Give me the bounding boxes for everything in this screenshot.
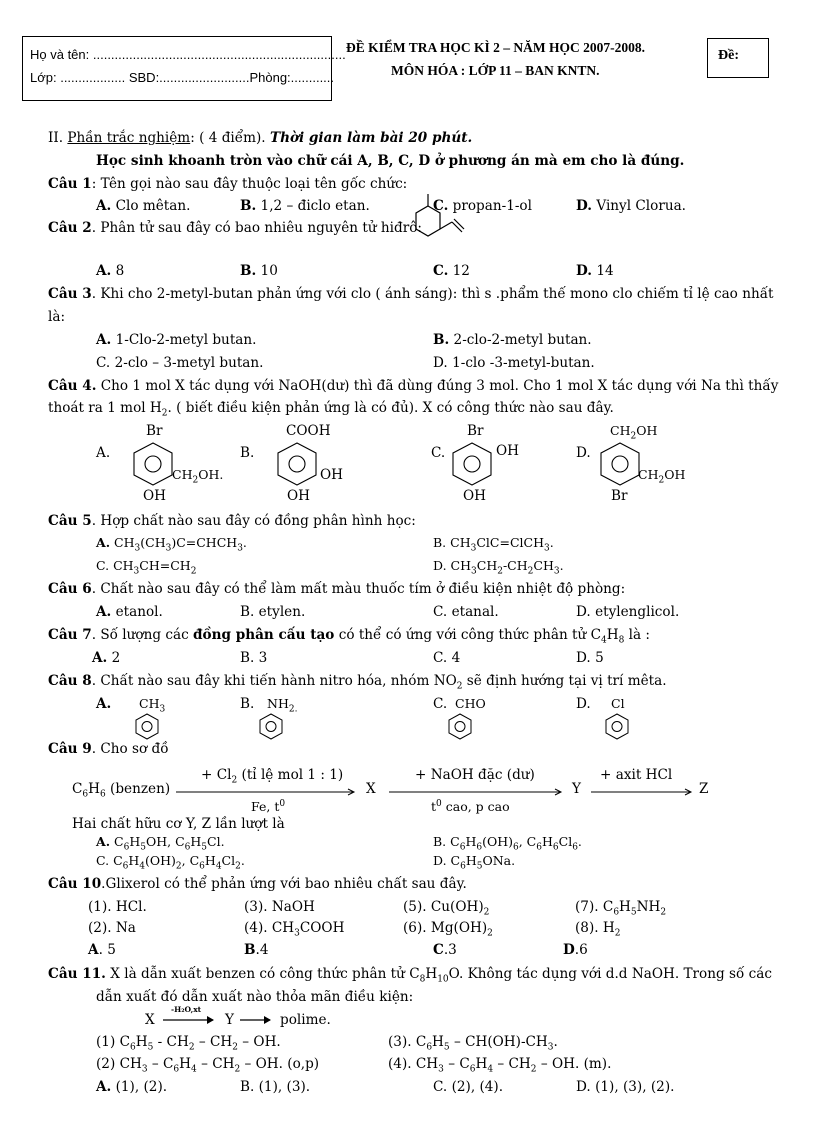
q8-option-b-benzene-ring: [258, 713, 284, 741]
q11-stem-cont: dẫn xuất đó dẫn xuất nào thỏa mãn điều kiện:: [96, 989, 414, 1005]
student-info-box: [22, 36, 335, 101]
q10-option-c[interactable]: C.3: [433, 942, 457, 958]
q6-stem: [48, 581, 625, 597]
q6-text: . Chất nào sau đây có thể làm mất màu thuốc tím ở điều kiện nhiệt độ phòng:: [91, 581, 626, 597]
q7-label: Câu 7: [48, 627, 92, 643]
q1-option-d[interactable]: D. Vinyl Clorua.: [576, 198, 687, 214]
q4-option-d-bottom: Br: [611, 488, 628, 504]
q10-item-6: (6). $Mg(OH)_2$: [403, 920, 493, 939]
q11-stem: Câu 11. X là dẫn xuất benzen có công thức phân tử $C_8H_{10}O$. Không tác dụng với d.d NaOH. Trong số các: [48, 966, 772, 985]
q4-option-d-side: $CH_2OH$: [638, 467, 686, 486]
q6-option-c[interactable]: C. etanal.: [433, 604, 499, 620]
q8-option-a-benzene-ring: [134, 713, 160, 741]
q10-label: Câu 10: [48, 876, 102, 892]
student-name-field[interactable]: Họ và tên: ......................................................................: [30, 47, 346, 62]
q2-option-b[interactable]: B. 10: [240, 263, 278, 279]
q10-item-7: (7). $C_6H_5NH_2$: [575, 899, 667, 918]
q4-label: Câu 4.: [48, 378, 97, 394]
q4-option-b-bottom: OH: [287, 488, 310, 504]
q9-arrow2: [389, 788, 565, 796]
q7-option-a[interactable]: A. 2: [92, 650, 121, 666]
q7-option-b[interactable]: B. 3: [240, 650, 268, 666]
q9-arrow1: [176, 788, 358, 796]
q10-item-2: (2). Na: [88, 920, 136, 936]
q9-option-d[interactable]: D. $C_6H_5ONa$.: [433, 853, 516, 872]
q11-option-c[interactable]: C. (2), (4).: [433, 1079, 504, 1095]
exam-subject: MÔN HÓA : LỚP 11 – BAN KNTN.: [391, 63, 600, 78]
q4-text: Cho 1 mol X tác dụng với NaOH(dư) thì đã dùng đúng 3 mol. Cho 1 mol X tác dụng với Na thì thấy: [96, 378, 779, 394]
q11-label: Câu 11.: [48, 966, 106, 982]
q6-option-a[interactable]: A. etanol.: [96, 604, 163, 620]
q2-stem: [48, 220, 422, 236]
q11-item-3: (3). $C_6H_5 - CH(OH)-CH_3$.: [388, 1034, 558, 1053]
q5-label: Câu 5: [48, 513, 92, 529]
q9-arrow2-top: + NaOH đặc (dư): [415, 767, 535, 783]
q4-option-b-benzene-ring: [275, 441, 319, 487]
q5-option-d[interactable]: D. $CH_3CH_2-CH_2CH_3$.: [433, 558, 564, 577]
q8-option-d-benzene-ring: [604, 713, 630, 741]
q11-item-4: (4). $CH_3 - C_6H_4 - CH_2$ – OH. (m).: [388, 1056, 612, 1075]
q1-label: Câu 1: [48, 176, 92, 192]
q4-option-d-top: $CH_2OH$: [610, 423, 658, 442]
student-class-field[interactable]: Lớp: .................. SBD:.........................Phòng:............: [30, 70, 335, 85]
q3-text: . Khi cho 2-metyl-butan phản ứng với clo ( ánh sáng): thì s .phẩm thế mono clo chiếm tỉ lệ cao nhất: [91, 286, 774, 302]
exam-title: ĐỀ KIỂM TRA HỌC KÌ 2 – NĂM HỌC 2007-2008.: [346, 40, 646, 55]
q6-option-d[interactable]: D. etylenglicol.: [576, 604, 680, 620]
section-instruction: Học sinh khoanh tròn vào chữ cái A, B, C, D ở phương án mà em cho là đúng.: [96, 153, 685, 169]
q1-text: : Tên gọi nào sau đây thuộc loại tên gốc chức:: [91, 176, 408, 192]
q8-option-b-sub: $NH_{2.}$: [267, 696, 298, 715]
q8-option-a-sub: $CH_3$: [139, 696, 166, 715]
q10-text: .Glixerol có thể phản ứng với bao nhiêu chất sau đây.: [101, 876, 467, 892]
q9-x: X: [366, 781, 376, 797]
q4-option-a-bottom: OH: [143, 488, 166, 504]
q3-option-c[interactable]: C. 2-clo – 3-metyl butan.: [96, 355, 264, 371]
exam-code-label: Đề:: [718, 48, 739, 63]
q11-scheme-x: X: [145, 1012, 155, 1028]
q7-option-d[interactable]: D. 5: [576, 650, 604, 666]
q7-stem: Câu 7. Số lượng các đồng phân cấu tạo có thể có ứng với công thức phân tử $C_4H_8$ là :: [48, 627, 650, 646]
q9-y: Y: [572, 781, 581, 797]
q8-option-b[interactable]: B.: [240, 696, 255, 712]
section-title: Phần trắc nghiệm: [67, 130, 191, 146]
q4-option-c-side: OH: [496, 443, 519, 459]
q10-stem: [48, 876, 467, 892]
q11-option-a[interactable]: A. (1), (2).: [96, 1079, 168, 1095]
q4-option-c-letter[interactable]: C.: [431, 445, 446, 461]
q9-arrow2-bottom: $t^0$ cao, p cao: [431, 799, 510, 815]
q4-option-a-side: $CH_2OH$.: [172, 467, 224, 486]
q5-option-b[interactable]: B. $CH_3ClC=ClCH_3$.: [433, 535, 554, 554]
q4-option-d-benzene-ring: [598, 441, 642, 487]
q8-option-d-sub: Cl: [611, 696, 625, 711]
q1-option-c[interactable]: C. propan-1-ol: [433, 198, 532, 214]
section-heading: [48, 130, 472, 146]
q4-option-b-letter[interactable]: B.: [240, 445, 255, 461]
q9-stem: [48, 741, 169, 757]
q10-item-4: (4). $CH_3COOH$: [244, 920, 345, 939]
q11-scheme-arrow1: [163, 1016, 217, 1024]
q9-option-a[interactable]: A. $C_6H_5OH$, $C_6H_5Cl$.: [96, 834, 225, 853]
q11-item-2: (2) $CH_3 - C_6H_4 - CH_2$ – OH. (o,p): [96, 1056, 320, 1075]
q9-label: Câu 9: [48, 741, 92, 757]
q11-scheme-arrow2: [240, 1016, 274, 1024]
q1-stem: [48, 176, 407, 192]
q10-item-8: (8). $H_2$: [575, 920, 621, 939]
q1-option-a[interactable]: A. Clo mêtan.: [96, 198, 191, 214]
q9-arrow3: [591, 788, 695, 796]
q9-option-c[interactable]: C. $C_6H_4(OH)_2$, $C_6H_4Cl_2$.: [96, 853, 245, 872]
q10-item-1: (1). HCl.: [88, 899, 147, 915]
q3-stem-cont: là:: [48, 309, 66, 325]
q8-option-c-benzene-ring: [447, 713, 473, 741]
q11-scheme-arrow-label: -H₂O,xt: [171, 1005, 202, 1014]
q6-option-b[interactable]: B. etylen.: [240, 604, 306, 620]
q4-option-c-bottom: OH: [463, 488, 486, 504]
q2-option-d[interactable]: D. 14: [576, 263, 614, 279]
section-points: : ( 4 điểm).: [190, 130, 266, 146]
q5-stem: [48, 513, 416, 529]
q9-arrow3-top: + axit HCl: [600, 767, 673, 783]
q9-text: . Cho sơ đồ: [91, 741, 169, 757]
q8-option-a[interactable]: A.: [96, 696, 112, 712]
q5-option-a[interactable]: A. $CH_3(CH_3)C=CHCH_3$.: [96, 535, 247, 554]
q10-option-a[interactable]: A. 5: [88, 942, 116, 958]
q4-stem-cont: thoát ra 1 mol $H_2$. ( biết điều kiện phản ứng là có đủ). X có công thức nào sau đây.: [48, 400, 614, 419]
q9-start: $C_6H_6$ (benzen): [72, 781, 171, 800]
section-time: Thời gian làm bài 20 phút.: [269, 130, 473, 146]
q3-label: Câu 3: [48, 286, 92, 302]
q3-option-a[interactable]: A. 1-Clo-2-metyl butan.: [96, 332, 257, 348]
q11-item-1: (1) $C_6H_5 - CH_2 - CH_2$ – OH.: [96, 1034, 281, 1053]
q1-option-b[interactable]: B. 1,2 – điclo etan.: [240, 198, 370, 214]
q11-option-d[interactable]: D. (1), (3), (2).: [576, 1079, 675, 1095]
q4-option-c-top: Br: [467, 423, 484, 439]
q2-text: . Phân tử sau đây có bao nhiêu nguyên tử hiđrô:: [91, 220, 422, 236]
q2-option-a[interactable]: A. 8: [96, 263, 125, 279]
q9-arrow1-bottom: Fe, $t^0$: [251, 799, 286, 815]
q10-option-b[interactable]: B.4: [244, 942, 269, 958]
q9-option-b[interactable]: B. $C_6H_6(OH)_6$, $C_6H_6Cl_6$.: [433, 834, 582, 853]
q4-option-a-letter[interactable]: A.: [96, 445, 111, 461]
q5-option-c[interactable]: C. $CH_3CH=CH_2$: [96, 558, 197, 577]
q8-option-c[interactable]: C.: [433, 696, 448, 712]
q3-option-d[interactable]: D. 1-clo -3-metyl-butan.: [433, 355, 595, 371]
q4-option-d-letter[interactable]: D.: [576, 445, 591, 461]
q4-option-b-side: OH: [320, 467, 343, 483]
q4-stem: [48, 378, 778, 394]
q2-option-c[interactable]: C. 12: [433, 263, 470, 279]
q11-scheme-end: polime.: [280, 1012, 331, 1028]
q9-ask: Hai chất hữu cơ Y, Z lần lượt là: [72, 816, 285, 832]
q4-option-a-benzene-ring: [131, 441, 175, 487]
q2-molecule-structure: [404, 192, 468, 250]
q3-option-b[interactable]: B. 2-clo-2-metyl butan.: [433, 332, 592, 348]
q4-option-c-benzene-ring: [450, 441, 494, 487]
q7-option-c[interactable]: C. 4: [433, 650, 461, 666]
q8-stem: Câu 8. Chất nào sau đây khi tiến hành nitro hóa, nhóm $NO_2$ sẽ định hướng tại vị trí mêta.: [48, 673, 667, 692]
q11-scheme-y: Y: [225, 1012, 234, 1028]
q9-z: Z: [699, 781, 709, 797]
q10-item-5: (5). $Cu(OH)_2$: [403, 899, 490, 918]
q10-item-3: (3). NaOH: [244, 899, 315, 915]
q4-option-b-top: COOH: [286, 423, 331, 439]
q8-label: Câu 8: [48, 673, 92, 689]
q3-stem: [48, 286, 774, 302]
q10-option-d[interactable]: D.6: [563, 942, 588, 958]
q5-text: . Hợp chất nào sau đây có đồng phân hình học:: [91, 513, 416, 529]
q2-label: Câu 2: [48, 220, 92, 236]
q8-option-d[interactable]: D.: [576, 696, 591, 712]
q6-label: Câu 6: [48, 581, 92, 597]
q11-option-b[interactable]: B. (1), (3).: [240, 1079, 311, 1095]
q9-arrow1-top: + $Cl_2$ (tỉ lệ mol 1 : 1): [201, 767, 344, 786]
q8-option-c-sub: CHO: [455, 696, 486, 711]
q4-option-a-top: Br: [146, 423, 163, 439]
section-roman: II.: [48, 130, 64, 146]
